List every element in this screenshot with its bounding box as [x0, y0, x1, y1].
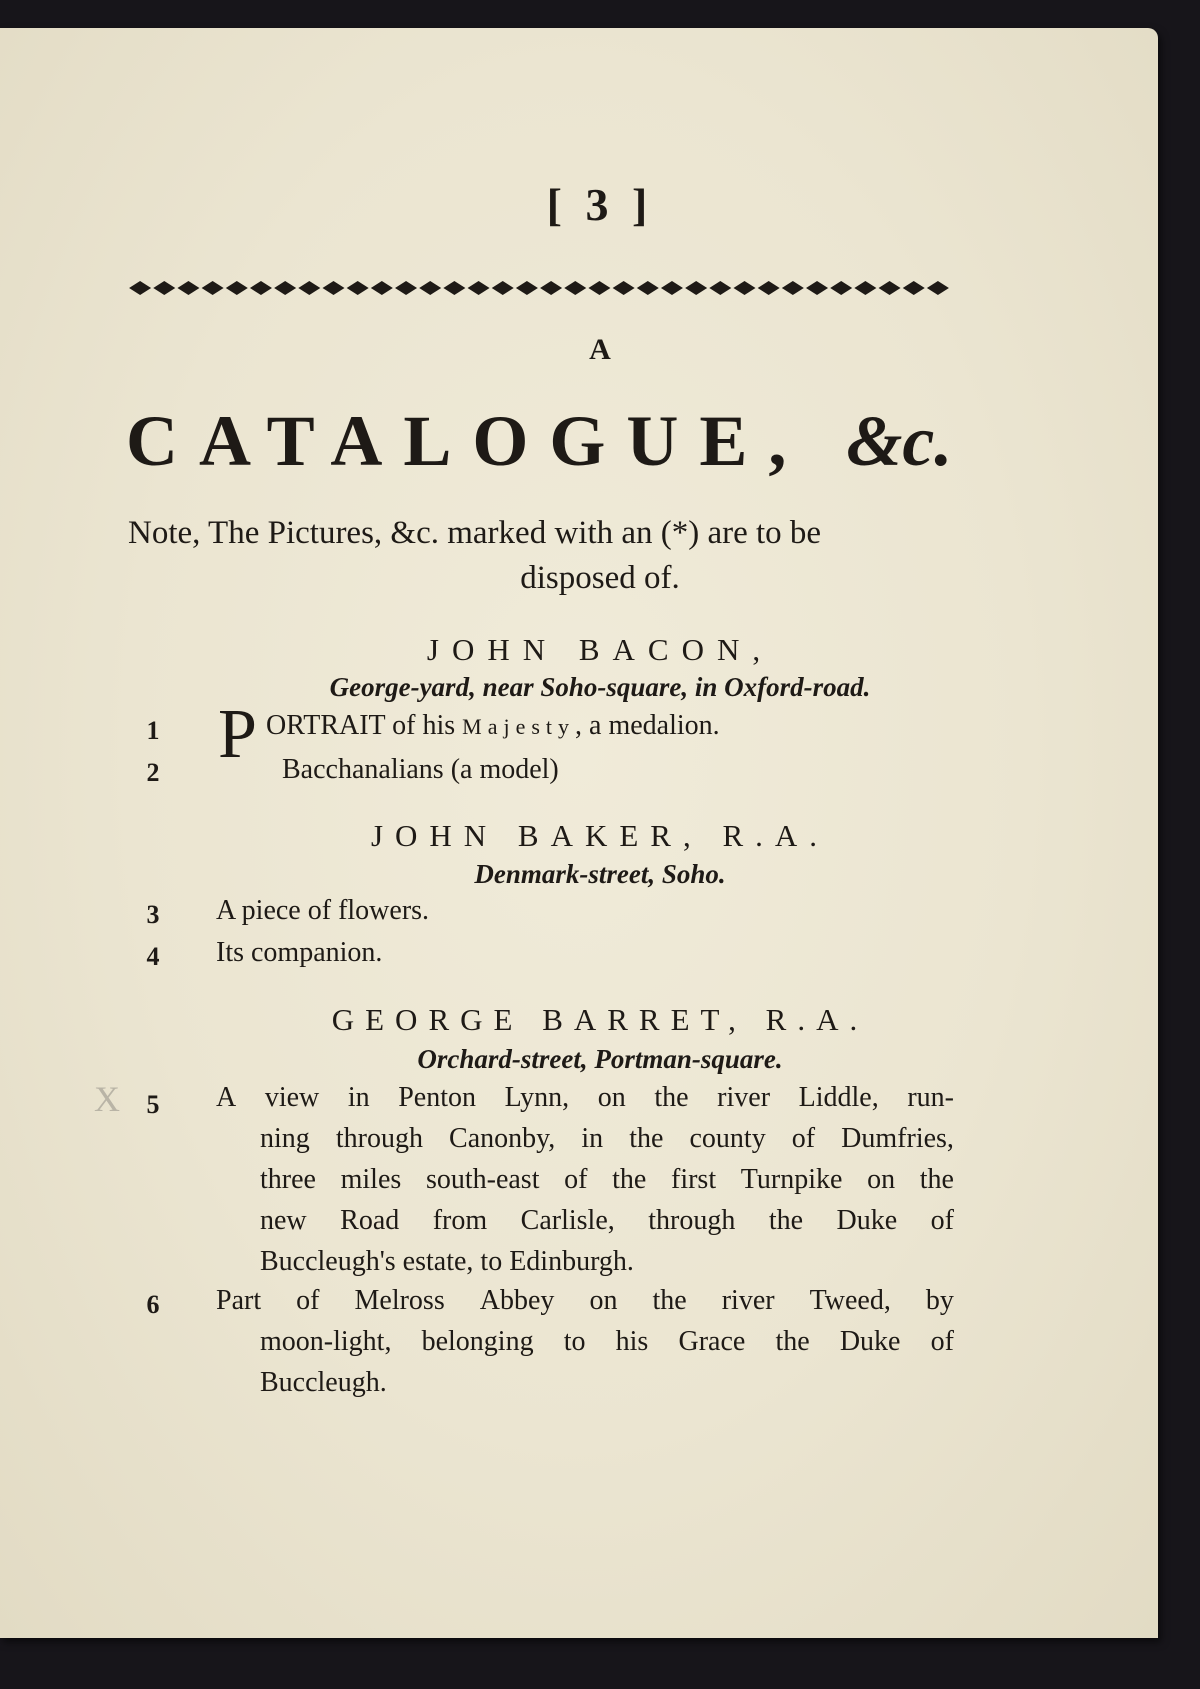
- item-text: ORTRAIT of his Majesty, a medalion.: [266, 710, 720, 741]
- word: of: [564, 1164, 588, 1195]
- item-text-line: Buccleugh's estate, to Edinburgh.: [260, 1246, 634, 1277]
- ornament-diamond: [854, 281, 876, 295]
- ornament-diamond: [588, 281, 610, 295]
- word: first: [671, 1164, 717, 1195]
- word: the: [654, 1082, 689, 1113]
- ornament-diamond: [129, 281, 151, 295]
- item-number: 4: [146, 942, 160, 971]
- item-text: A piece of flowers.: [216, 895, 430, 926]
- ornament-diamond: [443, 281, 465, 295]
- word: view: [264, 1082, 320, 1113]
- item-number: 5: [146, 1090, 160, 1119]
- ornament-diamond: [226, 281, 248, 295]
- page-number: [ 3 ]: [546, 179, 654, 230]
- artist-name: JOHN BAKER, R.A.: [370, 818, 830, 853]
- word: A: [216, 1082, 237, 1113]
- word: ning: [260, 1123, 310, 1154]
- ornamental-rule: [128, 276, 950, 300]
- word: Part: [216, 1285, 262, 1316]
- item-text: Bacchanalians (a model): [282, 754, 559, 785]
- word: Abbey: [479, 1285, 555, 1316]
- item-number: 6: [146, 1290, 160, 1319]
- small-caps-word: Majesty: [462, 714, 576, 739]
- word: Melross: [354, 1285, 445, 1316]
- word: of: [930, 1205, 954, 1236]
- word: Grace: [678, 1326, 746, 1357]
- word: Tweed,: [809, 1285, 891, 1316]
- ornament-diamond: [371, 281, 393, 295]
- word: river: [717, 1082, 771, 1113]
- artist-address: Orchard-street, Portman-square.: [417, 1044, 783, 1074]
- word: the: [612, 1164, 647, 1195]
- ornament-diamond: [806, 281, 828, 295]
- word: by: [925, 1285, 954, 1316]
- word: of: [930, 1326, 954, 1357]
- item-text-line: [260, 1205, 954, 1237]
- word: Road: [340, 1205, 400, 1236]
- ornament-diamond: [347, 281, 369, 295]
- artist-address: Denmark-street, Soho.: [474, 859, 726, 889]
- word: run-: [907, 1082, 954, 1113]
- ornament-diamond: [274, 281, 296, 295]
- ornament-diamond: [661, 281, 683, 295]
- item-text-line: Buccleugh.: [260, 1367, 387, 1398]
- word: south-east: [425, 1164, 540, 1195]
- item-number: 1: [146, 716, 160, 745]
- artist-address: George-yard, near Soho-square, in Oxford-road.: [329, 672, 871, 702]
- ornament-diamond: [564, 281, 586, 295]
- word: miles: [340, 1164, 402, 1195]
- ornament-diamond: [468, 281, 490, 295]
- ornament-diamond: [685, 281, 707, 295]
- artist-name: JOHN BACON,: [426, 632, 774, 667]
- artist-name: GEORGE BARRET, R.A.: [331, 1002, 869, 1037]
- ornament-diamond: [492, 281, 514, 295]
- title-suffix: &c.: [846, 401, 953, 481]
- word: from: [432, 1205, 488, 1236]
- word: moon-light,: [260, 1326, 392, 1357]
- ornament-diamond: [516, 281, 538, 295]
- ornament-diamond: [613, 281, 635, 295]
- ornament-diamond: [709, 281, 731, 295]
- word: Duke: [839, 1326, 901, 1357]
- word: the: [652, 1285, 687, 1316]
- word: Turnpike: [740, 1164, 843, 1195]
- ornament-diamond: [250, 281, 272, 295]
- item-number: 2: [146, 758, 160, 787]
- word: the: [629, 1123, 664, 1154]
- ornament-diamond: [734, 281, 756, 295]
- ornament-diamond: [419, 281, 441, 295]
- ornament-diamond: [540, 281, 562, 295]
- word: through: [648, 1205, 736, 1236]
- word: Dumfries,: [841, 1123, 954, 1154]
- word: his: [615, 1326, 649, 1357]
- ornament-diamond: [637, 281, 659, 295]
- ornament-diamond: [202, 281, 224, 295]
- word: three: [260, 1164, 316, 1195]
- page-title: [126, 400, 952, 483]
- heading-a: A: [589, 333, 611, 366]
- word: Lynn,: [504, 1082, 570, 1113]
- ornament-diamond: [782, 281, 804, 295]
- word: of: [791, 1123, 816, 1154]
- ornament-diamond: [177, 281, 199, 295]
- word: new: [260, 1205, 307, 1236]
- drop-cap: P: [218, 696, 257, 773]
- word: belonging: [421, 1326, 534, 1357]
- note-line-2: disposed of.: [520, 560, 680, 596]
- ornament-diamond: [395, 281, 417, 295]
- word: river: [721, 1285, 775, 1316]
- item-number: 3: [146, 900, 160, 929]
- item-text-line: [260, 1123, 954, 1155]
- word: Penton: [398, 1082, 477, 1113]
- item-text: Its companion.: [216, 937, 383, 968]
- word: on: [597, 1082, 626, 1113]
- word: the: [775, 1326, 810, 1357]
- word: county: [689, 1123, 766, 1154]
- word: Liddle,: [798, 1082, 879, 1113]
- word: Canonby,: [449, 1123, 556, 1154]
- word: on: [867, 1164, 896, 1195]
- word: to: [563, 1326, 586, 1357]
- word: in: [347, 1082, 370, 1113]
- word: the: [768, 1205, 804, 1236]
- word: the: [919, 1164, 954, 1195]
- word: of: [296, 1285, 320, 1316]
- ornament-diamond: [323, 281, 345, 295]
- ornament-diamond: [758, 281, 780, 295]
- item-text-line: [216, 1285, 954, 1317]
- item-text-line: [260, 1326, 954, 1358]
- ornament-diamond: [298, 281, 320, 295]
- ornament-diamond: [153, 281, 175, 295]
- item-text-line: [216, 1082, 954, 1114]
- ornament-diamond: [927, 281, 949, 295]
- word: in: [581, 1123, 604, 1154]
- ornament-diamond: [879, 281, 901, 295]
- word: Duke: [836, 1205, 898, 1236]
- word: Carlisle,: [520, 1205, 615, 1236]
- word: on: [589, 1285, 618, 1316]
- item-text-line: [260, 1164, 954, 1196]
- ornament-diamond: [903, 281, 925, 295]
- word: through: [335, 1123, 423, 1154]
- title-text: CATALOGUE,: [126, 401, 808, 481]
- margin-mark: X: [94, 1079, 120, 1119]
- ornament-diamond: [830, 281, 852, 295]
- note-line-1: Note, The Pictures, &c. marked with an (*) are to be: [128, 515, 822, 551]
